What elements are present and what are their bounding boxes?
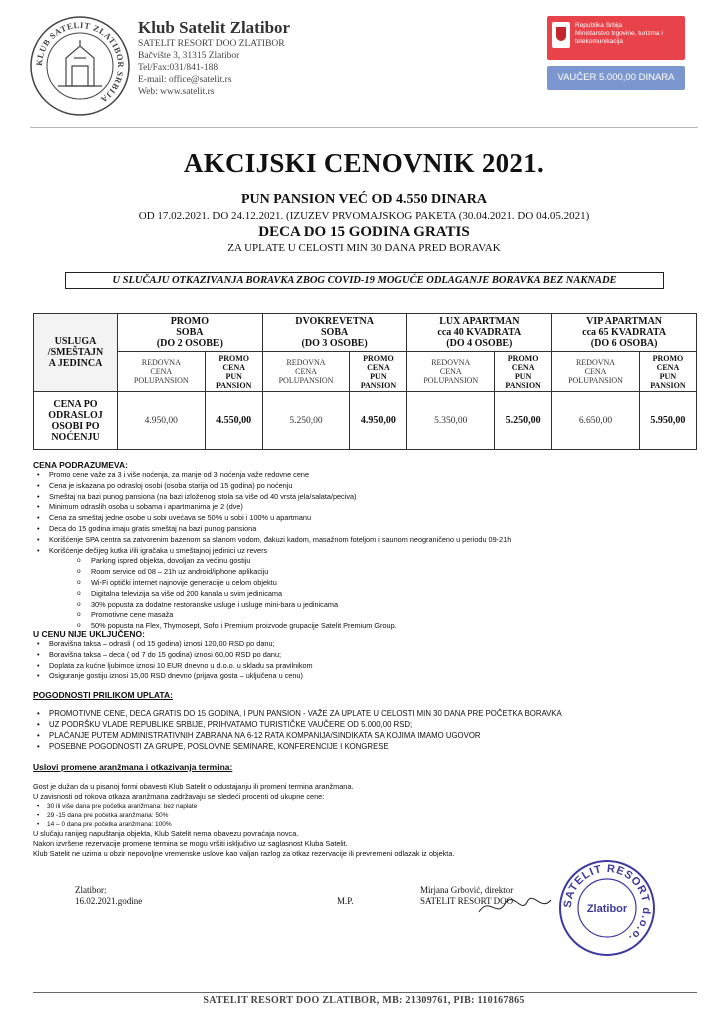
unit-line: (DO 2 OSOBE) xyxy=(156,338,223,349)
unit-line: PROMO xyxy=(170,316,210,327)
header-line: PUN xyxy=(370,371,387,381)
director-company: SATELIT RESORT DOO xyxy=(420,896,514,906)
included-title: CENA PODRAZUMEVA: xyxy=(33,460,128,470)
table-corner-header xyxy=(34,314,118,392)
price-promo-promo-room: 4.550,00 xyxy=(205,392,262,450)
header-line: PROMO xyxy=(507,353,539,363)
subtitle-children: DECA DO 15 GODINA GRATIS xyxy=(258,224,470,240)
list-item: • PLAĆANJE PUTEM ADMINISTRATIVNIH ZABRANA NA 6-12 RATA KOMPANIJA/SINDIKATA SA KOJIMA IMAMO UGOVOR xyxy=(33,730,562,741)
excluded-section xyxy=(33,629,313,682)
ministry-line-2: Ministarstvo trgovine, turizma i xyxy=(575,30,663,37)
list-item: • 30 ili više dana pre početka aranžmana: bez naplate xyxy=(33,802,454,811)
logo-ring-text: KLUB SATELIT ZLATIBOR SRBIJA xyxy=(33,19,127,106)
list-subitem: o Room service od 08 – 21h uz android/iphone aplikaciju xyxy=(33,567,511,578)
list-subitem: o 50% popusta na Flex, Thymosept, Sofo i Premium proizvode grupacije Satelit Premium Group. xyxy=(33,621,511,632)
payment-section xyxy=(33,690,562,752)
covid-notice: U SLUČAJU OTKAZIVANJA BORAVKA ZBOG COVID-19 MOGUĆE ODLAGANJE BORAVKA BEZ NAKNADE xyxy=(65,272,664,289)
cancel-paragraph: Nakon izvršene rezervacije promene termina se mogu vršiti isključivo uz saglasnost Kluba Satelit. xyxy=(33,839,348,848)
company-name: SATELIT RESORT DOO ZLATIBOR xyxy=(138,39,285,49)
corner-line: /SMEŠTAJN xyxy=(47,347,104,358)
unit-header-vip xyxy=(552,314,697,352)
header-line: PUN xyxy=(514,371,532,381)
unit-line: (DO 4 OSOBE) xyxy=(446,338,513,349)
unit-line: (DO 3 OSOBE) xyxy=(301,338,368,349)
stamp-ring-text: SATELIT RESORT d.o.o. xyxy=(561,862,653,945)
unit-header-double xyxy=(262,314,407,352)
date: 16.02.2021.godine xyxy=(75,896,143,906)
footer-company-info: SATELIT RESORT DOO ZLATIBOR, MB: 21309761, PIB: 110167865 xyxy=(203,995,525,1006)
list-subitem: o Promotivne cene masaža xyxy=(33,610,511,621)
club-name: Klub Satelit Zlatibor xyxy=(138,18,291,37)
header-line: PANSION xyxy=(215,380,252,390)
header-line: CENA xyxy=(439,367,462,376)
cancellation-title: Uslovi promene aranžmana i otkazivanja termina: xyxy=(33,762,233,772)
price-table xyxy=(33,313,697,450)
list-item: • Doplata za kućne ljubimce iznosi 10 EUR dnevno u d.o.o. u skladu sa pravilnikom xyxy=(33,661,313,672)
cancel-paragraph: U slučaju ranijeg napuštanja objekta, Klub Satelit nema obavezu povraćaja novca. xyxy=(33,829,299,838)
stamp-city: Zlatibor xyxy=(586,903,628,915)
phone: Tel/Fax:031/841-188 xyxy=(138,63,219,73)
cancellation-section xyxy=(33,762,454,859)
excluded-title: U CENU NIJE UKLJUČENO: xyxy=(33,629,145,639)
list-subitem: o Wi-Fi optički internet najnovije generacije u celom objektu xyxy=(33,578,511,589)
header-line: POLUPANSION xyxy=(278,376,334,385)
regular-price-header xyxy=(407,352,495,392)
row-label-line: NOĆENJU xyxy=(51,431,100,443)
mp-label: M.P. xyxy=(337,896,354,906)
place-date xyxy=(75,885,142,907)
regular-price-header xyxy=(552,352,640,392)
unit-line: SOBA xyxy=(320,327,349,338)
header-line: CENA xyxy=(222,362,245,372)
ministry-line-1: Republika Srbija xyxy=(575,22,623,29)
list-item: • Osiguranje gostiju iznosi 15,00 RSD dnevno (prijava gosta – uključena u cenu) xyxy=(33,671,313,682)
payment-title: POGODNOSTI PRILIKOM UPLATA: xyxy=(33,690,173,700)
row-label-line: OSOBI PO xyxy=(51,420,100,432)
unit-line: DVOKREVETNA xyxy=(295,316,374,327)
subtitle-dates: OD 17.02.2021. DO 24.12.2021. (IZUZEV PRVOMAJSKOG PAKETA (30.04.2021. DO 04.05.2021) xyxy=(138,210,590,222)
unit-line: (DO 6 OSOBA) xyxy=(590,338,658,349)
list-item: • Promo cene važe za 3 i više noćenja, za manje od 3 noćenja važe redovne cene xyxy=(33,470,511,481)
subtitle-payment: ZA UPLATE U CELOSTI MIN 30 DANA PRED BORAVAK xyxy=(227,242,501,254)
header-line: PROMO xyxy=(363,353,394,363)
header-line: REDOVNA xyxy=(141,358,181,367)
price-promo-double-room: 4.950,00 xyxy=(350,392,407,450)
header-line: PANSION xyxy=(650,380,686,390)
header-line: PUN xyxy=(659,371,677,381)
list-item: • PROMOTIVNE CENE, DECA GRATIS DO 15 GODINA, I PUN PANSION - VAŽE ZA UPLATE U CELOSTI MIN 30 DANA PRE POČETKA BORAVKA xyxy=(33,708,562,719)
ministry-line-3: telekomunikacija xyxy=(575,38,624,45)
list-item: • 29 -15 dana pre početka aranžmana: 50% xyxy=(33,811,454,820)
header-line: PUN xyxy=(225,371,242,381)
regular-price-header xyxy=(118,352,206,392)
row-label-line: ODRASLOJ xyxy=(48,409,103,421)
subtitle-full-board: PUN PANSION VEĆ OD 4.550 DINARA xyxy=(240,192,488,207)
serbia-crest-icon xyxy=(552,22,570,48)
handwritten-signature xyxy=(475,892,555,920)
header-line: POLUPANSION xyxy=(423,376,479,385)
list-subitem: o Digitalna televizija sa više od 200 kanala u svim jedinicama xyxy=(33,589,511,600)
header-line: REDOVNA xyxy=(575,358,616,367)
address: Bačvište 3, 31315 Zlatibor xyxy=(138,51,240,61)
row-label-price-per-adult xyxy=(34,392,118,450)
promo-price-header xyxy=(205,352,262,392)
cancel-paragraph: Gost je dužan da u pisanoj formi obavesti Klub Satelit o odustajanju ili promeni termina aranžmana. xyxy=(33,782,354,791)
list-subitem: o 30% popusta za dodatne restoranske usluge i usluge mini-bara u jedinicama xyxy=(33,600,511,611)
price-regular-double-room: 5.250,00 xyxy=(262,392,350,450)
unit-header-promo xyxy=(118,314,263,352)
row-label-line: CENA PO xyxy=(53,398,98,410)
list-item: • Smeštaj na bazi punog pansiona (na bazi izloženog stola sa više od 40 vrsta jela/salata/peciva) xyxy=(33,492,511,503)
ministry-badge xyxy=(547,16,685,60)
footer-divider xyxy=(33,992,697,993)
list-item: • POSEBNE POGODNOSTI ZA GRUPE, POSLOVNE SEMINARE, KONFERENCIJE I KONGRESE xyxy=(33,741,562,752)
main-title: AKCIJSKI CENOVNIK 2021. xyxy=(183,148,545,178)
unit-line: cca 65 KVADRATA xyxy=(582,327,667,338)
header-line: PANSION xyxy=(360,380,397,390)
header-line: REDOVNA xyxy=(431,358,471,367)
director-name: Mirjana Grbović, direktor xyxy=(420,885,514,895)
header-line: CENA xyxy=(367,362,390,372)
header-line: REDOVNA xyxy=(286,358,326,367)
unit-line: LUX APARTMAN xyxy=(439,316,520,327)
email: E-mail: office@satelit.rs xyxy=(138,75,232,85)
company-stamp xyxy=(557,858,657,958)
header-line: CENA xyxy=(584,367,607,376)
list-item: • Boravišna taksa – deca ( od 7 do 15 godina) iznosi 60,00 RSD po danu; xyxy=(33,650,313,661)
corner-line: USLUGA xyxy=(54,336,97,347)
regular-price-header xyxy=(262,352,350,392)
list-item: • Cena je iskazana po odrasloj osobi (osoba starija od 15 godina) po noćenju xyxy=(33,481,511,492)
cancel-paragraph: Klub Satelit ne uzima u obzir nepovoljne vremenske uslove kao valjan razlog za otkaz rezervacije ili prevremeni odlazak iz objekta. xyxy=(33,849,455,858)
price-regular-promo-room: 4.950,00 xyxy=(118,392,206,450)
promo-price-header xyxy=(639,352,696,392)
unit-line: VIP APARTMAN xyxy=(586,316,663,327)
unit-line: SOBA xyxy=(176,327,204,338)
price-regular-lux-apartment: 5.350,00 xyxy=(407,392,495,450)
header-divider xyxy=(30,127,698,128)
cancel-paragraph: U zavisnosti od rokova otkaza aranžmana zadržavaju se sledeći procenti od ukupne cene: xyxy=(33,792,325,801)
corner-line: A JEDINCA xyxy=(48,358,103,369)
header-line: PANSION xyxy=(505,380,541,390)
club-info xyxy=(138,18,290,98)
unit-header-lux xyxy=(407,314,552,352)
voucher-badge: VAUČER 5.000,00 DINARA xyxy=(547,66,685,90)
promo-price-header xyxy=(495,352,552,392)
price-regular-vip-apartment: 6.650,00 xyxy=(552,392,640,450)
list-item: • Korišćenje dečijeg kutka i/ili igračaka u smeštajnoj jedinici uz revers xyxy=(33,546,511,557)
website: Web: www.satelit.rs xyxy=(138,87,215,97)
header-line: PROMO xyxy=(652,353,684,363)
building-icon xyxy=(58,40,102,86)
header-line: POLUPANSION xyxy=(568,376,623,385)
list-item: • Korišćenje SPA centra sa zatvorenim bazenom sa slanom vodom, đakuzi kadom, masažnom foteljom i saunom neograničeno u periodu 09-21h xyxy=(33,535,511,546)
header-line: POLUPANSION xyxy=(133,376,189,385)
header-line: CENA xyxy=(295,367,317,376)
header-line: CENA xyxy=(511,362,535,372)
list-item: • Cena za smeštaj jedne osobe u sobi uvećava se 50% u sobi i 100% u apartmanu xyxy=(33,513,511,524)
header-line: CENA xyxy=(656,362,680,372)
list-item: • 14 – 0 dana pre početka aranžmana: 100% xyxy=(33,820,454,829)
place: Zlatibor: xyxy=(75,885,107,895)
list-item: • Boravišna taksa – odrasli ( od 15 godina) iznosi 120,00 RSD po danu; xyxy=(33,639,313,650)
list-item: • UZ PODRŠKU VLADE REPUBLIKE SRBIJE, PRIHVATAMO TURISTIČKE VAUČERE OD 5.000,00 RSD; xyxy=(33,719,562,730)
price-promo-lux-apartment: 5.250,00 xyxy=(495,392,552,450)
price-promo-vip-apartment: 5.950,00 xyxy=(639,392,696,450)
list-item: • Deca do 15 godina imaju gratis smeštaj na bazi punog pansiona xyxy=(33,524,511,535)
included-section xyxy=(33,460,511,632)
unit-line: cca 40 KVADRATA xyxy=(437,327,522,338)
list-item: • Minimum odraslih osoba u sobama i apartmanima je 2 (dve) xyxy=(33,502,511,513)
header-line: PROMO xyxy=(218,353,249,363)
promo-price-header xyxy=(350,352,407,392)
club-logo xyxy=(28,14,132,118)
list-subitem: o Parking ispred objekta, dovoljan za većinu gostiju xyxy=(33,556,511,567)
header-line: CENA xyxy=(150,367,173,376)
